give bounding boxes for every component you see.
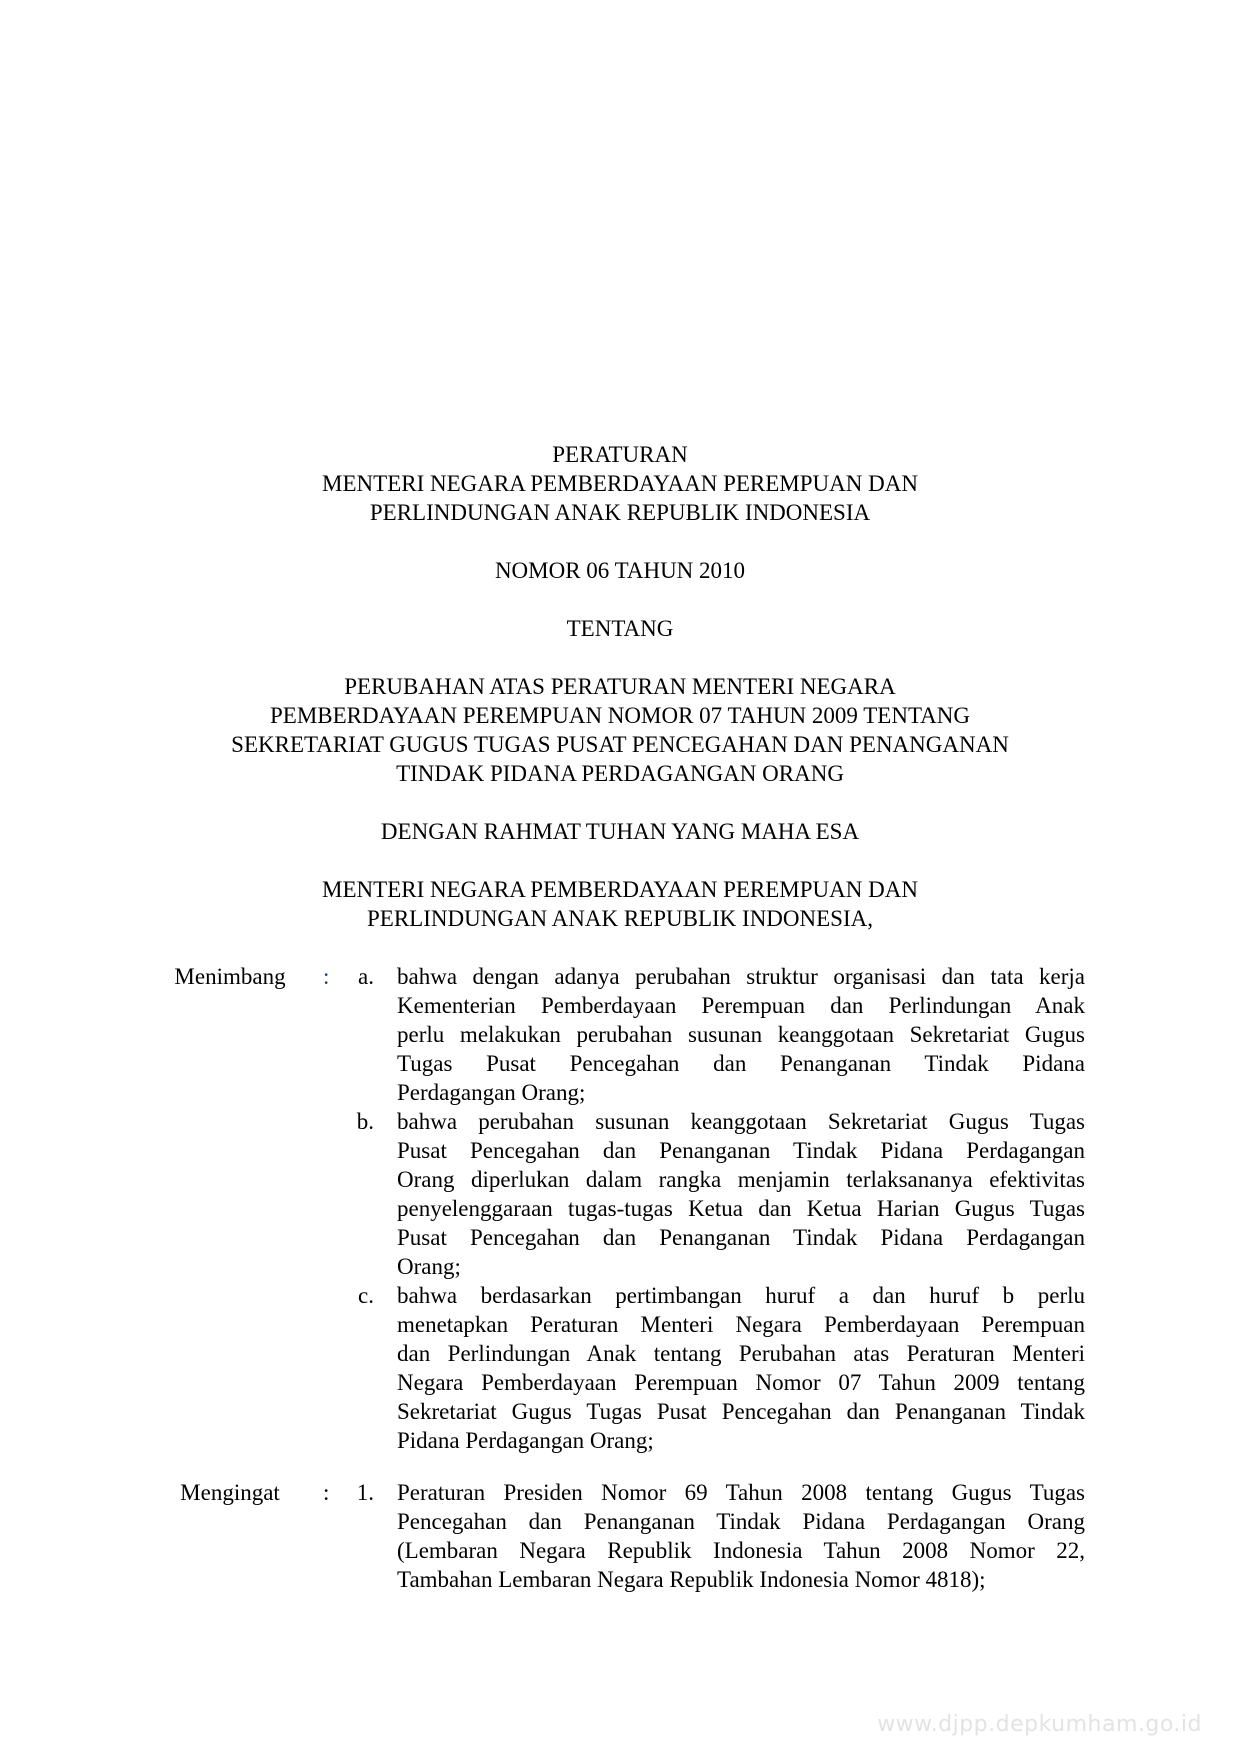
text-line: Pusat Pencegahan dan Penanganan Tindak Pidana Perdagangan xyxy=(397,1138,1085,1163)
text-line: menetapkan Peraturan Menteri Negara Pemberdayaan Perempuan xyxy=(397,1312,1085,1337)
menimbang-item-b-marker: b. xyxy=(356,1109,374,1134)
subject-line-1: PERUBAHAN ATAS PERATURAN MENTERI NEGARA xyxy=(344,674,896,699)
mengingat-colon: : xyxy=(323,1480,330,1505)
invocation: DENGAN RAHMAT TUHAN YANG MAHA ESA xyxy=(380,819,860,844)
regulation-title: PERATURAN xyxy=(552,442,688,467)
mengingat-item-1-marker: 1. xyxy=(356,1480,374,1505)
menimbang-item-a-text xyxy=(397,962,1085,1107)
text-line: bahwa perubahan susunan keanggotaan Sekretariat Gugus Tugas xyxy=(397,1109,1085,1134)
subject-line-2: PEMBERDAYAAN PEREMPUAN NOMOR 07 TAHUN 2009 TENTANG xyxy=(269,703,970,728)
menimbang-item-a-marker: a. xyxy=(358,964,374,989)
text-line: Negara Pemberdayaan Perempuan Nomor 07 Tahun 2009 tentang xyxy=(397,1370,1085,1395)
minister-line-2: PERLINDUNGAN ANAK REPUBLIK INDONESIA, xyxy=(367,906,873,931)
about-heading: TENTANG xyxy=(566,616,674,641)
text-line: Sekretariat Gugus Tugas Pusat Pencegahan dan Penanganan Tindak xyxy=(397,1399,1085,1424)
menimbang-item-c-text xyxy=(397,1281,1085,1455)
text-line: Tugas Pusat Pencegahan dan Penanganan Tindak Pidana xyxy=(397,1051,1085,1076)
text-line: Orang; xyxy=(397,1254,461,1279)
watermark-url: www.djpp.depkumham.go.id xyxy=(877,1712,1202,1737)
text-line: penyelenggaraan tugas-tugas Ketua dan Ketua Harian Gugus Tugas xyxy=(397,1196,1085,1221)
minister-line-1: MENTERI NEGARA PEMBERDAYAAN PEREMPUAN DAN xyxy=(322,877,918,902)
text-line: (Lembaran Negara Republik Indonesia Tahun 2008 Nomor 22, xyxy=(397,1538,1085,1563)
mengingat-item-1-text xyxy=(397,1478,1085,1594)
text-line: Peraturan Presiden Nomor 69 Tahun 2008 tentang Gugus Tugas xyxy=(397,1480,1085,1505)
text-line: Pusat Pencegahan dan Penanganan Tindak Pidana Perdagangan xyxy=(397,1225,1085,1250)
text-line: bahwa dengan adanya perubahan struktur organisasi dan tata kerja xyxy=(397,964,1085,989)
text-line: perlu melakukan perubahan susunan keanggotaan Sekretariat Gugus xyxy=(397,1022,1085,1047)
text-line: bahwa berdasarkan pertimbangan huruf a dan huruf b perlu xyxy=(397,1283,1085,1308)
text-line: Tambahan Lembaran Negara Republik Indonesia Nomor 4818); xyxy=(397,1567,986,1592)
subject-line-3: SEKRETARIAT GUGUS TUGAS PUSAT PENCEGAHAN DAN PENANGANAN xyxy=(231,732,1009,757)
text-line: Pidana Perdagangan Orang; xyxy=(397,1428,654,1453)
issuer-line-1: MENTERI NEGARA PEMBERDAYAAN PEREMPUAN DAN xyxy=(322,471,918,496)
text-line: dan Perlindungan Anak tentang Perubahan atas Peraturan Menteri xyxy=(397,1341,1085,1366)
text-line: Orang diperlukan dalam rangka menjamin terlaksananya efektivitas xyxy=(397,1167,1085,1192)
text-line: Kementerian Pemberdayaan Perempuan dan Perlindungan Anak xyxy=(397,993,1085,1018)
menimbang-colon: : xyxy=(323,964,330,989)
text-line: Pencegahan dan Penanganan Tindak Pidana Perdagangan Orang xyxy=(397,1509,1085,1534)
menimbang-item-b-text xyxy=(397,1107,1085,1281)
subject-line-4: TINDAK PIDANA PERDAGANGAN ORANG xyxy=(396,761,844,786)
text-line: Perdagangan Orang; xyxy=(397,1080,586,1105)
menimbang-item-c-marker: c. xyxy=(358,1283,374,1308)
mengingat-label: Mengingat xyxy=(180,1480,280,1505)
menimbang-label: Menimbang xyxy=(174,964,286,989)
issuer-line-2: PERLINDUNGAN ANAK REPUBLIK INDONESIA xyxy=(369,500,871,525)
regulation-number: NOMOR 06 TAHUN 2010 xyxy=(494,558,746,583)
